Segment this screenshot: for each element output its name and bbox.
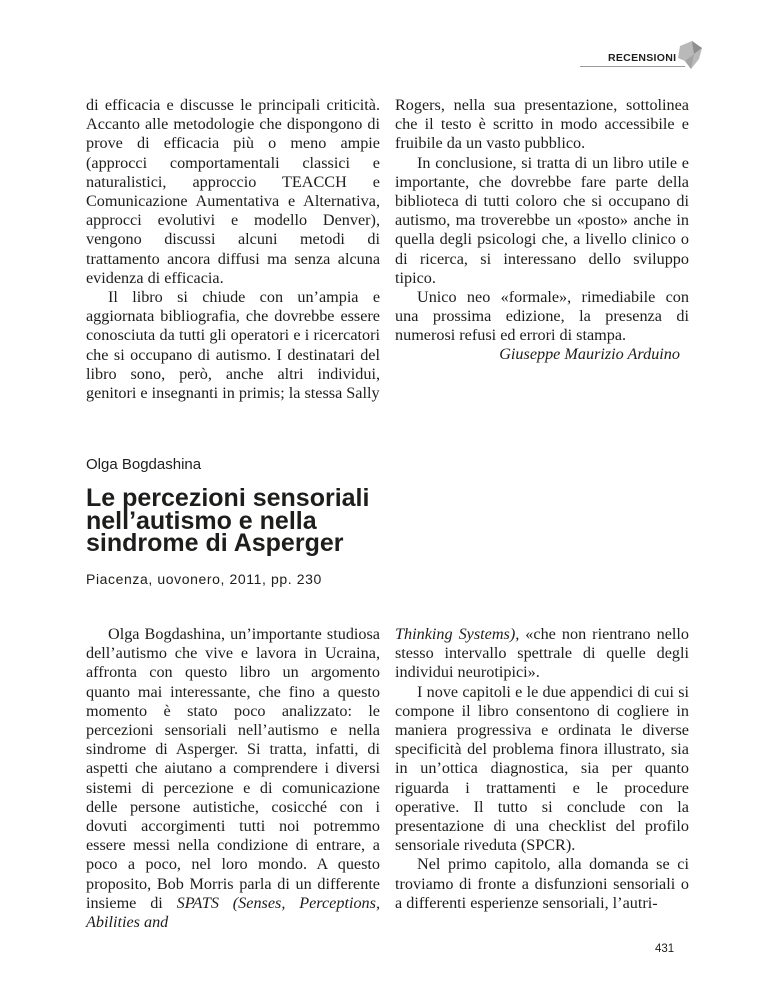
review-column-right [395, 625, 689, 913]
italic-text: Thinking Systems), [395, 625, 520, 643]
paragraph: Unico neo «formale», rimediabile con una prossima edizione, la presenza di numerosi refusi ed errori di stampa. [395, 288, 689, 345]
section-label: RECENSIONI [608, 52, 677, 64]
book-author: Olga Bogdashina [86, 456, 202, 473]
header-rule [580, 66, 685, 67]
reviewer-signature: Giuseppe Maurizio Arduino [499, 345, 680, 363]
paragraph-text: Olga Bogdashina, un’importante studiosa dell’autismo che vive e lavora in Ucraina, affronta con questo libro un argomento quanto mai interessante, che fino a questo momento è stato poco analizzato: le percezioni sensoriali nell’autismo e nella sindrome di Asperger. Si tratta, infatti, di aspetti che aiutano a comprendere i diversi sistemi di percezione e di comunicazione delle persone autistiche, cosicché con i dovuti accorgimenti tutti noi potremmo essere messi nella condizione di entrare, a poco a poco, nel loro mondo. A questo proposito, Bob Morris parla di un differente insieme di [86, 625, 380, 912]
review-column-left [86, 625, 380, 932]
paragraph: Il libro si chiude con un’ampia e aggiornata bibliografia, che dovrebbe essere conosciuta da tutti gli operatori e i ricercatori che si occupano di autismo. I destinatari del libro sono, però, anche altri individui, genitori e insegnanti in primis; la stessa Sally [86, 288, 380, 403]
paragraph: Nel primo capitolo, alla domanda se ci troviamo di fronte a disfunzioni sensoriali o a differenti esperienze sensoriali, l’autri- [395, 855, 689, 912]
paragraph [86, 625, 380, 932]
paragraph: I nove capitoli e le due appendici di cui si compone il libro consentono di cogliere in maniera progressiva e ordinata le diverse specificità del problema finora illustrato, sia in un’ottica diagnostica, sia per quanto riguarda i trattamenti e le procedure operative. Il tutto si conclude con la presentazione di una checklist del profilo sensoriale riveduta (SPCR). [395, 682, 689, 855]
previous-review-column-right [395, 96, 689, 346]
paragraph [395, 625, 689, 683]
paragraph: di efficacia e discusse le principali criticità. Accanto alle metodologie che dispongono di prove di efficacia più o meno ampie (approcci comportamentali classici e naturalistici, approccio TEACCH e Comunicazione Aumentativa e Alternativa, approcci evolutivi e modello Denver), vengono discussi alcuni metodi di trattamento ancora diffusi ma senza alcuna evidenza di efficacia. [86, 96, 380, 287]
book-title: Le percezioni sensoriali nell’autismo e nella sindrome di Asperger [86, 484, 370, 557]
paragraph: In conclusione, si tratta di un libro utile e importante, che dovrebbe fare parte della biblioteca di tutti coloro che si occupano di autismo, ma troverebbe un «posto» anche in quella degli psicologi che, a livello clinico o di ricerca, si interessano dello sviluppo tipico. [395, 153, 689, 287]
page-number: 431 [655, 943, 675, 955]
paragraph-text: «che non rientrano nello stesso intervallo spettrale di quelle degli individui neurotipici». [395, 625, 690, 682]
previous-review-column-left [86, 96, 380, 403]
book-publication: Piacenza, uovonero, 2011, pp. 230 [86, 571, 322, 587]
italic-text: SPATS (Senses, Perceptions, Abilities and [86, 893, 380, 932]
paragraph: Rogers, nella sua presentazione, sottolinea che il testo è scritto in modo accessibile e fruibile da un vasto pubblico. [395, 96, 689, 153]
